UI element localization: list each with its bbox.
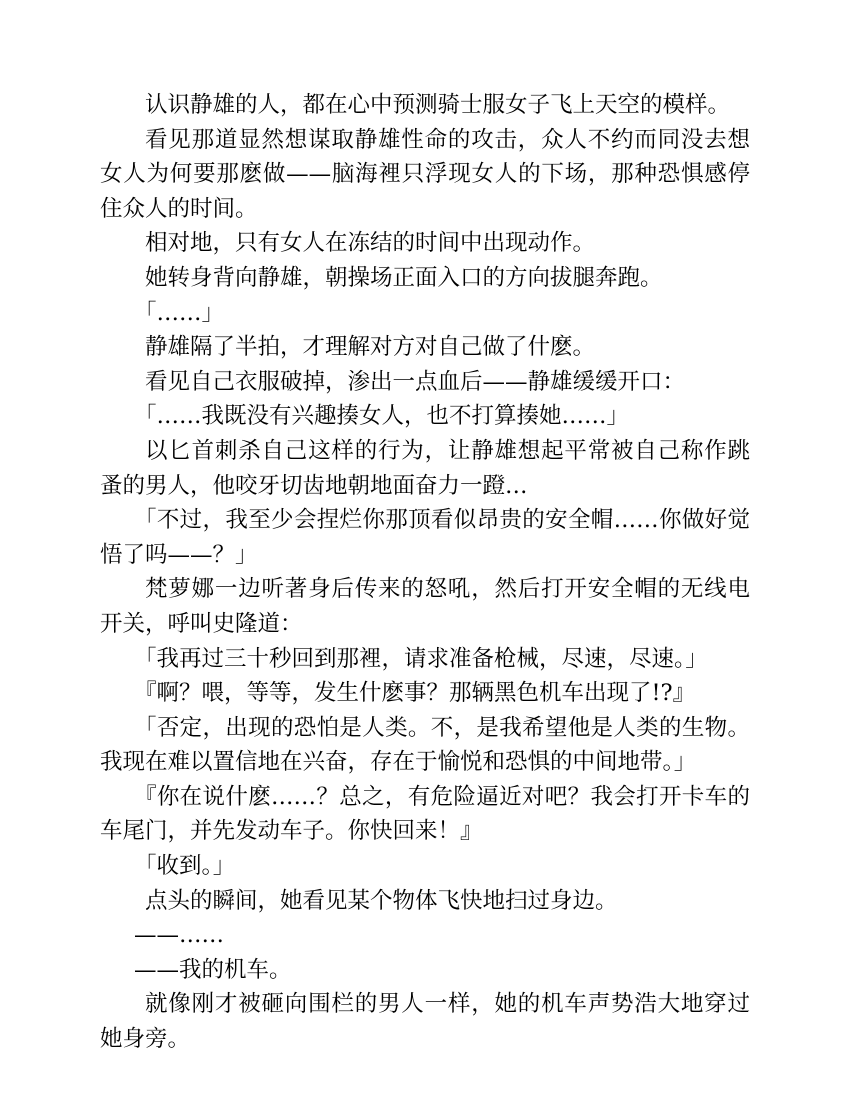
paragraph: 相对地，只有女人在冻结的时间中出现动作。 — [145, 230, 596, 257]
dialogue-line: 「我再过三十秒回到那裡，请求准备枪械，尽速，尽速。」 — [134, 645, 708, 672]
paragraph: 静雄隔了半拍，才理解对方对自己做了什麽。 — [145, 334, 596, 361]
dialogue-line: 「收到。」 — [134, 853, 236, 880]
dialogue-line: 「不过，我至少会捏烂你那顶看似昂贵的安全帽……你做好觉悟了吗——？」 — [100, 507, 750, 568]
paragraph: 认识静雄的人，都在心中预测骑士服女子飞上天空的模样。 — [145, 92, 731, 118]
paragraph: 看见自己衣服破掉，渗出一点血后——静雄缓缓开口： — [145, 368, 686, 395]
paragraph: 梵萝娜一边听著身后传来的怒吼，然后打开安全帽的无线电开关，呼叫史隆道： — [100, 576, 750, 637]
body-text-block — [100, 88, 750, 1057]
paragraph: 以匕首刺杀自己这样的行为，让静雄想起平常被自己称作跳蚤的男人，他咬牙切齿地朝地面奋力一蹬… — [100, 437, 750, 499]
dialogue-line: 「否定，出现的恐怕是人类。不，是我希望他是人类的生物。我现在难以置信地在兴奋，存在于愉悦和恐惧的中间地带。」 — [100, 714, 750, 776]
dialogue-line: 「……我既没有兴趣揍女人，也不打算揍她……」 — [134, 403, 630, 430]
dialogue-line: 「……」 — [134, 299, 225, 326]
paragraph: 就像刚才被砸向围栏的男人一样，她的机车声势浩大地穿过她身旁。 — [100, 991, 750, 1053]
monologue-line: ——我的机车。 — [134, 956, 292, 983]
radio-dialogue-line: 『啊？喂，等等，发生什麽事？那辆黑色机车出现了!?』 — [134, 680, 696, 707]
paragraph: 她转身背向静雄，朝操场正面入口的方向拔腿奔跑。 — [145, 264, 663, 291]
monologue-line: ——…… — [134, 922, 224, 949]
paragraph: 点头的瞬间，她看见某个物体飞快地扫过身边。 — [145, 887, 618, 914]
radio-dialogue-line: 『你在说什麽……？总之，有危险逼近对吧？我会打开卡车的车尾门，并先发动车子。你快回来！』 — [100, 783, 750, 845]
paragraph: 看见那道显然想谋取静雄性命的攻击，众人不约而同没去想女人为何要那麽做——脑海裡只浮现女人的下场，那种恐惧感停住众人的时间。 — [100, 126, 750, 222]
